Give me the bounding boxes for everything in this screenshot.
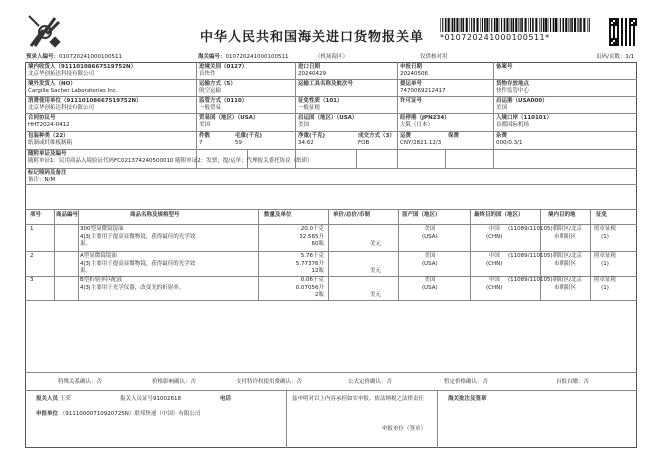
goods-domestic-line: (11089/110105)朝阳区/北京 [508,277,582,283]
goods-qty-line: 5.77376升 [295,260,324,267]
goods-origin-name: 美国 [424,277,436,283]
depart-country-cell [298,115,357,129]
import-date-value: 20240429 [298,71,326,77]
consumer-label: 消费使用单位（91110108667519752N） [28,98,142,104]
qr-code-icon [609,18,637,46]
customs-approval-label: 海关批注及签章 [448,396,487,402]
goods-currency: 美元 [370,292,382,298]
goods-origin-code: (USA) [422,260,438,267]
page-title: 中华人民共和国海关进口货物报关单 [200,30,425,45]
bill-cell [400,81,446,95]
agent-seal-label: 申报单位（签章） [382,426,427,432]
trade-country-value: 美国 [199,122,211,128]
docs-label: 随附单证及编号 [28,151,67,157]
preentry-label: 预录入编号： [26,54,60,60]
pieces-label: 件数 [199,133,211,139]
goods-origin-name: 美国 [424,253,436,259]
insurance-value: CNY/2821.12/3 [400,140,442,146]
customs-number-line [198,52,289,60]
marks-label: 标记唛码及备注 [28,170,67,176]
package-cell [28,133,72,147]
net-weight-value: 34.62 [298,140,314,146]
goods-domestic-line: 市朝阳区 [554,260,577,267]
net-weight-cell [298,133,325,147]
declarant-value: 王荣 [59,396,71,402]
record-cell [496,64,513,71]
goods-origin-name: 美国 [424,226,436,232]
goods-qty [262,226,324,249]
goods-qty-line: 2瓶 [315,292,324,298]
goods-header-name: 商品名称及规格型号 [130,212,180,218]
shipper-cell [28,81,117,95]
origin-port-value: 美国 [496,105,508,111]
goods-header-origin: 原产国（地区） [402,212,441,218]
consignee-label: 境内收货人（91110108667519752N） [28,64,137,70]
provisional-price-confirm: 暂定价格确认：否 [444,379,489,385]
pieces-cell [199,133,210,147]
goods-domestic-line: 市朝阳区 [554,233,577,240]
goods-origin [422,253,438,268]
goods-domestic [508,277,582,292]
freight-cell [400,133,441,147]
barcode-number: *010720241000100511* [440,33,550,42]
goods-exempt-code: (1) [601,233,609,240]
net-weight-label: 净重(千克) [298,133,326,139]
goods-origin [422,277,438,292]
contract-value: HHT2024-0412 [28,122,70,128]
price-effect-confirm: 价格影响确认：否 [152,379,197,385]
declare-date-cell [400,64,428,78]
origin-port-cell [496,98,548,112]
goods-exempt-code: (1) [601,260,609,267]
storage-cell [496,81,529,95]
goods-no: 3 [30,277,34,283]
vehicle-label: 运输工具名称及航次号 [298,81,354,87]
docs-cell [28,151,313,165]
gross-weight-cell [235,133,262,147]
goods-name [80,226,195,249]
storage-value: 快件监管中心 [496,88,530,94]
goods-qty-line: 20.0千克 [300,226,324,232]
record-label: 备案号 [496,64,513,70]
goods-domestic [508,253,582,268]
goods-currency: 美元 [370,241,382,247]
goods-origin-code: (USA) [422,233,438,240]
declarant-line [36,396,71,403]
goods-qty-line: 0.06千克 [300,277,324,283]
tax-nature-value: 一般征税 [298,105,321,111]
supervision-label: 监管方式（0110） [199,98,248,104]
goods-dest-name: 中国 [488,277,500,283]
supervision-cell [199,98,247,112]
declarant-cert: 报关人员证号91002618 [120,396,181,402]
goods-header-no: 项号 [30,212,42,218]
entry-port-value: 首都国际机场 [496,122,530,128]
entry-port-label: 入境口岸（110101） [496,115,552,121]
transport-value: 航空运输 [199,88,222,94]
verify-note: 仅供核对用 [420,54,448,60]
consumer-cell [28,98,142,112]
goods-exempt [594,277,616,292]
goods-no: 1 [30,226,34,232]
marks-value: 备注：N/M [28,177,56,183]
declare-date-value: 20240506 [400,71,428,77]
goods-exempt-code: (1) [601,284,609,291]
goods-name [80,277,184,292]
import-date-cell [298,64,326,78]
trade-country-cell [199,115,258,129]
goods-dest-code: (CHN) [486,260,503,267]
tax-nature-cell [298,98,342,112]
docs-value: 随附单证1：民用商品入境验证代码FC021374240500010 随附单证2：发票；提/运单；代理报关委托协议（纸质） [28,158,313,164]
transport-label: 运输方式（5） [199,81,236,87]
terms-cell [358,133,395,147]
tax-nature-label: 征免性质（101） [298,98,343,104]
bill-label: 提运单号 [400,81,423,87]
consumer-value: 北京华创拓达科技有限公司 [28,105,95,111]
special-relation-confirm: 特殊关系确认：否 [58,379,103,385]
goods-exempt [594,253,616,268]
origin-port-label: 启运港（USA000） [496,98,548,104]
contract-cell [28,115,70,129]
goods-spec-line: 果。 [80,268,92,274]
goods-dest-name: 中国 [488,226,500,232]
transit-port-label: 经停港（JPN234） [400,115,450,121]
goods-exempt-name: 照章征税 [594,253,617,259]
goods-dest [486,253,502,268]
goods-origin-code: (USA) [422,284,438,291]
goods-origin [422,226,438,241]
entry-customs-cell [199,64,247,78]
package-value: 纸制或纤维板制箱 [28,140,73,146]
storage-label: 货物存放地点 [496,81,530,87]
license-cell [400,98,422,105]
self-tax-confirm: 自报自缴：否 [556,379,590,385]
bill-value: 7470069212417 [400,88,446,94]
goods-header-domestic: 境内目的地 [548,212,576,218]
entry-port-cell [496,115,552,129]
insurance-label: 保费 [448,133,460,139]
goods-dest-code: (CHN) [486,284,503,291]
depart-country-label: 启运国（地区）（USA） [298,115,358,121]
goods-header-code: 商品编号 [56,212,79,218]
agent-value: （91110000710920725N）联邦快递（中国）有限公司 [59,411,201,417]
customs-area: （机场海区） [315,54,349,60]
shipper-value: Cargille Sacher Laboratories Inc. [28,88,118,94]
consignee-value: 北京华创拓达科技有限公司 [28,71,95,77]
misc-fee-label: 杂费 [496,133,508,139]
goods-domestic-line: (11089/110105)朝阳区/北京 [508,253,582,259]
goods-exempt-name: 照章征税 [594,277,617,283]
supervision-value: 一般贸易 [199,105,222,111]
goods-domestic-line: (11089/110105)朝阳区/北京 [508,226,582,232]
goods-header-exempt: 征免 [596,212,608,218]
transit-port-value: 大阪（日本） [400,122,434,128]
goods-exempt-name: 照章征税 [594,226,617,232]
terms-label: 成交方式（3） [358,133,395,139]
marks-cell [28,170,67,184]
goods-qty-line: 32.565升 [299,233,324,240]
freight-label: 运费 [400,133,412,139]
phone-label: 电话 [220,396,232,402]
terms-value: FOB [358,140,370,146]
customs-emblem-icon [25,12,65,52]
goods-domestic-line: 市朝阳区 [554,284,577,291]
gross-weight-value: 59 [235,140,242,146]
goods-header-qty: 数量及单位 [264,212,292,218]
declarant-label: 报关人员 [36,396,59,402]
entry-customs-value: 首快件 [199,71,216,77]
goods-currency: 美元 [370,268,382,274]
consignee-cell [28,64,136,78]
misc-fee-cell [496,133,522,147]
goods-dest-code: (CHN) [486,233,503,240]
goods-header-price: 单价/总价/币制 [333,212,371,218]
goods-spec-line: 4|3|主要用于光学仪器，改变光的折射率。 [80,284,185,291]
legal-statement: 兹申明对以上内容承担如实申报、依法纳税之法律责任 [292,396,425,402]
goods-qty-line: 0.07056升 [295,284,324,291]
vehicle-cell [298,81,353,88]
goods-qty [262,277,324,300]
page-count: 页码/页数：1/1 [596,54,635,60]
goods-name-line: A型显微镜镜油 [80,253,117,259]
goods-spec-line: 4|3|主要用于提高显微物镜，获得最佳的光学效 [80,233,196,240]
license-label: 许可证号 [400,98,423,104]
declare-date-label: 申报日期 [400,64,423,70]
goods-dest [486,277,502,292]
goods-exempt [594,226,616,241]
customs-number-label: 海关编号： [198,54,226,60]
insurance-cell [448,133,459,140]
goods-name [80,253,195,276]
agent-line [36,411,200,418]
transport-cell [199,81,236,95]
preentry-line [26,52,122,60]
customs-number-value: 010720241000100511 [225,54,289,60]
import-date-label: 进口日期 [298,64,321,70]
entry-customs-label: 进境关别（0127） [199,64,248,70]
royalty-confirm: 支付特许权使用费确认：否 [236,379,303,385]
depart-country-value: 美国 [298,122,310,128]
goods-qty [262,253,324,276]
contract-label: 合同协议号 [28,115,56,121]
goods-dest [486,226,502,241]
pieces-value: 7 [199,140,203,146]
shipper-label: 境外发货人（NO） [28,81,76,87]
trade-country-label: 贸易国（地区）（USA） [199,115,259,121]
goods-domestic [508,226,582,241]
gross-weight-label: 毛重(千克) [235,133,263,139]
misc-fee-value: 000/0.3/1 [496,140,523,146]
transit-port-cell [400,115,450,129]
package-label: 包装种类（22） [28,133,69,139]
goods-qty-line: 60瓶 [311,241,324,247]
goods-qty-line: 12瓶 [311,268,324,274]
goods-spec-line: 4|3|主要用于提高显微物镜，获得最佳的光学效 [80,260,196,267]
preentry-value: 010720241000100511 [59,54,123,60]
goods-name-line: 300型显微镜镜油 [80,226,124,232]
goods-header-dest: 最终目的国（地区） [474,212,524,218]
goods-qty-line: 5.76千克 [300,253,324,259]
agent-label: 申报单位 [36,411,59,417]
goods-no: 2 [30,253,34,259]
goods-spec-line: 果。 [80,241,92,247]
formula-price-confirm: 公式定价确认：否 [348,379,393,385]
goods-name-line: B型折射率匹配液 [80,277,123,283]
goods-dest-name: 中国 [488,253,500,259]
